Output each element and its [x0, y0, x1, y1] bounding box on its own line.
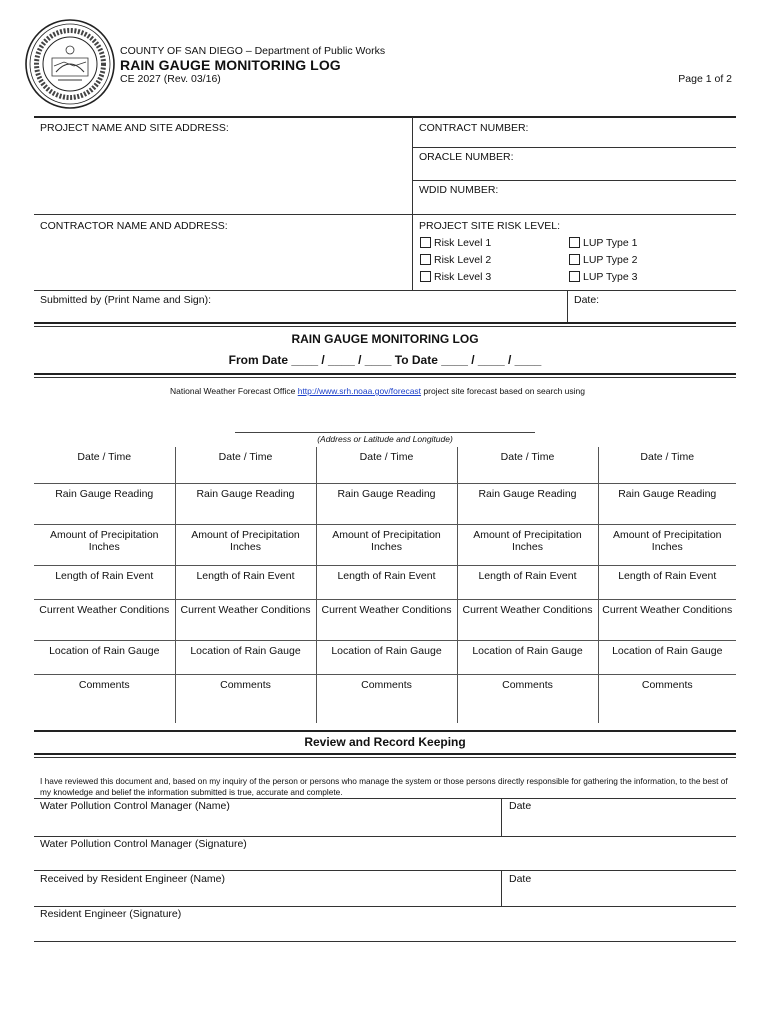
- table-cell[interactable]: Rain Gauge Reading: [457, 483, 598, 524]
- date-divider: [567, 290, 568, 322]
- table-cell[interactable]: Current Weather Conditions: [598, 599, 736, 640]
- table-cell[interactable]: Comments: [34, 674, 175, 723]
- table-cell[interactable]: Location of Rain Gauge: [598, 640, 736, 674]
- wpcm-signature-label: Water Pollution Control Manager (Signature): [40, 838, 247, 850]
- risk-level-1-checkbox[interactable]: [420, 237, 431, 248]
- top-rule: [34, 116, 736, 118]
- table-cell[interactable]: Amount of Precipitation Inches: [175, 524, 316, 565]
- table-cell[interactable]: Current Weather Conditions: [457, 599, 598, 640]
- wpcm-date-divider: [501, 798, 502, 836]
- table-cell[interactable]: Location of Rain Gauge: [316, 640, 457, 674]
- project-divider: [412, 117, 413, 291]
- table-cell[interactable]: Date / Time: [316, 447, 457, 483]
- table-cell[interactable]: Amount of Precipitation Inches: [316, 524, 457, 565]
- risk-level-3-checkbox[interactable]: [420, 271, 431, 282]
- table-cell[interactable]: Current Weather Conditions: [34, 599, 175, 640]
- table-row: [34, 447, 736, 483]
- table-cell[interactable]: Rain Gauge Reading: [598, 483, 736, 524]
- county-seal-icon: [24, 18, 116, 110]
- certification-text: I have reviewed this document and, based on my inquiry of the person or persons who manage the system or those persons directly responsible for gathering the information, to the best of my knowledge and belief the information submitted is true, accurate and complete.: [40, 776, 728, 797]
- project-name-label: PROJECT NAME AND SITE ADDRESS:: [40, 122, 229, 134]
- table-cell[interactable]: Comments: [175, 674, 316, 723]
- table-cell[interactable]: Length of Rain Event: [175, 565, 316, 599]
- table-cell[interactable]: Comments: [641, 678, 693, 691]
- wpcm-name-rule: [34, 836, 736, 837]
- submitted-rule: [34, 290, 736, 291]
- table-cell[interactable]: Length of Rain Event: [598, 565, 736, 599]
- contract-number-label: CONTRACT NUMBER:: [419, 122, 529, 134]
- table-cell[interactable]: Amount of Precipitation Inches: [457, 524, 598, 565]
- table-cell[interactable]: Date / Time: [175, 447, 316, 483]
- section-rule-mid-inner: [34, 377, 736, 378]
- contract-rule: [413, 147, 736, 148]
- table-row: [34, 674, 736, 723]
- forecast-link[interactable]: http://www.srh.noaa.gov/forecast: [297, 386, 422, 396]
- bottom-rule: [34, 941, 736, 942]
- lup-type-1-label: LUP Type 1: [583, 237, 638, 249]
- submitted-date-label: Date:: [574, 294, 600, 306]
- contractor-rule: [34, 214, 736, 215]
- table-cell[interactable]: Rain Gauge Reading: [175, 483, 316, 524]
- cert-rule: [34, 798, 736, 799]
- table-cell[interactable]: Rain Gauge Reading: [34, 483, 175, 524]
- re-signature-label: Resident Engineer (Signature): [40, 908, 182, 920]
- table-cell[interactable]: Location of Rain Gauge: [457, 640, 598, 674]
- table-row: [34, 565, 736, 599]
- table-cell[interactable]: Location of Rain Gauge: [175, 640, 316, 674]
- forecast-line: [170, 386, 585, 396]
- table-cell[interactable]: Amount of Precipitation Inches: [598, 524, 736, 565]
- table-cell[interactable]: Rain Gauge Reading: [316, 483, 457, 524]
- table-cell[interactable]: Current Weather Conditions: [175, 599, 316, 640]
- risk-level-2-label: Risk Level 2: [434, 254, 492, 266]
- county-department: COUNTY OF SAN DIEGO – Department of Public Works: [120, 45, 386, 57]
- submitted-by-label: Submitted by (Print Name and Sign):: [40, 294, 211, 306]
- address-blank-line: [235, 432, 535, 433]
- lup-type-3-label: LUP Type 3: [583, 271, 638, 283]
- table-cell[interactable]: Date / Time: [457, 447, 598, 483]
- section-rule-top: [34, 322, 736, 324]
- table-cell[interactable]: Comments: [457, 674, 598, 723]
- review-rule-top: [34, 730, 736, 732]
- forecast-suffix: project site forecast based on search using: [421, 386, 585, 396]
- section-rule-mid: [34, 373, 736, 375]
- table-row: [34, 483, 736, 524]
- re-date-divider: [501, 870, 502, 906]
- forecast-prefix: National Weather Forecast Office: [170, 386, 298, 396]
- oracle-number-label: ORACLE NUMBER:: [419, 151, 514, 163]
- table-cell[interactable]: Location of Rain Gauge: [34, 640, 175, 674]
- table-cell[interactable]: Current Weather Conditions: [316, 599, 457, 640]
- contractor-label: CONTRACTOR NAME AND ADDRESS:: [40, 220, 228, 232]
- wpcm-date-label: Date: [509, 800, 532, 812]
- risk-level-2-checkbox[interactable]: [420, 254, 431, 265]
- log-title: RAIN GAUGE MONITORING LOG: [291, 332, 479, 346]
- rain-gauge-table: [34, 447, 736, 723]
- address-caption: (Address or Latitude and Longitude): [317, 434, 453, 444]
- re-name-rule: [34, 906, 736, 907]
- wdid-number-label: WDID NUMBER:: [419, 184, 499, 196]
- date-range: From Date ____ / ____ / ____ To Date ____ / ____ / ____: [228, 353, 542, 367]
- lup-type-2-label: LUP Type 2: [583, 254, 638, 266]
- wpcm-name-label: Water Pollution Control Manager (Name): [40, 800, 230, 812]
- table-cell[interactable]: Length of Rain Event: [316, 565, 457, 599]
- table-cell[interactable]: Date / Time: [598, 447, 736, 483]
- table-row: [34, 599, 736, 640]
- form-number: CE 2027 (Rev. 03/16): [120, 73, 221, 85]
- table-cell[interactable]: Length of Rain Event: [457, 565, 598, 599]
- lup-type-1-checkbox[interactable]: [569, 237, 580, 248]
- section-rule-top-inner: [34, 326, 736, 327]
- risk-level-label: PROJECT SITE RISK LEVEL:: [419, 220, 561, 232]
- table-cell[interactable]: Length of Rain Event: [34, 565, 175, 599]
- table-row: [34, 640, 736, 674]
- table-row: [34, 524, 736, 565]
- lup-type-2-checkbox[interactable]: [569, 254, 580, 265]
- table-cell[interactable]: Date / Time: [34, 447, 175, 483]
- risk-level-3-label: Risk Level 3: [434, 271, 492, 283]
- oracle-rule: [413, 180, 736, 181]
- re-name-label: Received by Resident Engineer (Name): [40, 873, 226, 885]
- review-title: Review and Record Keeping: [304, 735, 466, 749]
- table-cell[interactable]: Amount of Precipitation Inches: [34, 524, 175, 565]
- page-indicator: Page 1 of 2: [678, 73, 732, 85]
- lup-type-3-checkbox[interactable]: [569, 271, 580, 282]
- review-rule-mid-inner: [34, 757, 736, 758]
- review-rule-mid: [34, 753, 736, 755]
- wpcm-signature-rule: [34, 870, 736, 871]
- form-title: RAIN GAUGE MONITORING LOG: [120, 57, 341, 73]
- table-cell[interactable]: Comments: [316, 674, 457, 723]
- re-date-label: Date: [509, 873, 532, 885]
- risk-level-1-label: Risk Level 1: [434, 237, 492, 249]
